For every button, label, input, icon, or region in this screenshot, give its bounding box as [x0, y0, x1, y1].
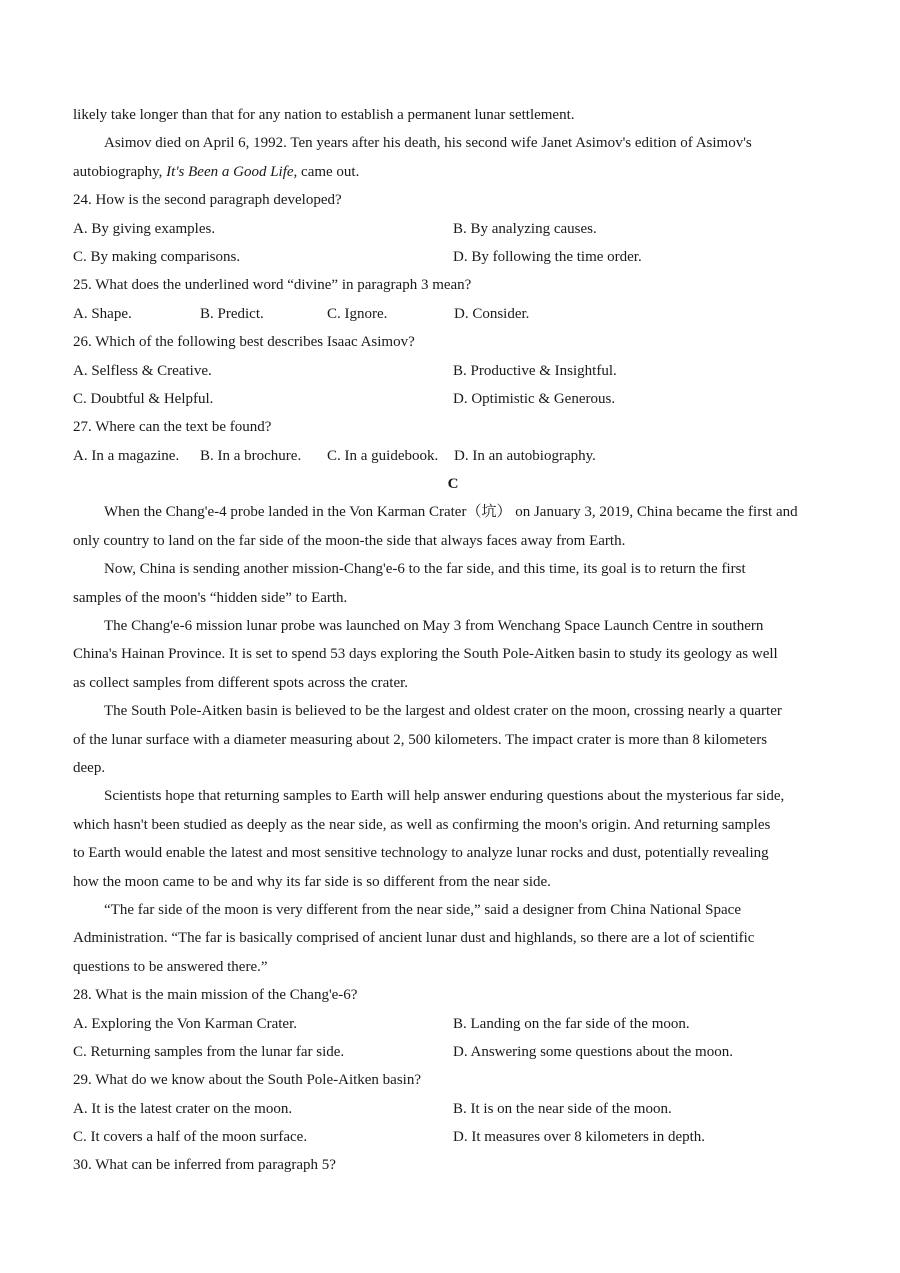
options-row — [73, 442, 833, 470]
exam-page — [73, 101, 833, 1180]
options-row — [73, 215, 833, 243]
passage-line: as collect samples from different spots across the crater. — [73, 674, 409, 691]
text-fragment: , came out. — [293, 163, 360, 180]
option: C. In a guidebook. — [327, 447, 439, 464]
option: B. Productive & Insightful. — [453, 362, 617, 379]
option: D. By following the time order. — [453, 248, 642, 265]
option: C. It covers a half of the moon surface. — [73, 1129, 308, 1146]
question-stem: 30. What can be inferred from paragraph 5? — [73, 1157, 336, 1174]
option: B. Predict. — [200, 305, 264, 322]
passage-line: Scientists hope that returning samples to Earth will help answer enduring questions about the mysterious far side, — [104, 788, 785, 805]
option: B. In a brochure. — [200, 447, 302, 464]
options-row — [73, 357, 833, 385]
book-title: It's Been a Good Life — [166, 163, 294, 180]
option: C. By making comparisons. — [73, 248, 241, 265]
passage-line: Administration. “The far is basically comprised of ancient lunar dust and highlands, so there are a lot of scientific — [73, 930, 755, 947]
option: A. Exploring the Von Karman Crater. — [73, 1015, 297, 1032]
options-row — [73, 1010, 833, 1038]
passage-line: China's Hainan Province. It is set to spend 53 days exploring the South Pole-Aitken basin to study its geology as well — [73, 646, 778, 663]
question-stem: 26. Which of the following best describes Isaac Asimov? — [73, 334, 415, 351]
question-stem: 24. How is the second paragraph developed? — [73, 192, 342, 209]
passage-line: how the moon came to be and why its far side is so different from the near side. — [73, 873, 551, 890]
option: C. Ignore. — [327, 305, 388, 322]
option: A. Shape. — [73, 305, 132, 322]
passage-line: of the lunar surface with a diameter measuring about 2, 500 kilometers. The impact crater is more than 8 kilometers — [73, 731, 768, 748]
passage-line — [73, 158, 833, 186]
question-stem: 27. Where can the text be found? — [73, 419, 272, 436]
option: A. By giving examples. — [73, 220, 216, 237]
options-row — [73, 385, 833, 413]
option: D. In an autobiography. — [454, 447, 596, 464]
options-row — [73, 1123, 833, 1151]
passage-line: likely take longer than that for any nation to establish a permanent lunar settlement. — [73, 107, 575, 123]
section-c-passage — [73, 498, 833, 981]
passage-line: “The far side of the moon is very different from the near side,” said a designer from China National Space — [104, 901, 742, 918]
passage-line: When the Chang'e-4 probe landed in the Von Karman Crater（坑） on January 3, 2019, China became the first and — [104, 504, 798, 521]
question-stem: 25. What does the underlined word “divine” in paragraph 3 mean? — [73, 277, 472, 294]
passage-line: questions to be answered there.” — [73, 958, 268, 975]
option: C. Returning samples from the lunar far side. — [73, 1043, 345, 1060]
passage-line: samples of the moon's “hidden side” to Earth. — [73, 589, 348, 606]
passage-line: Now, China is sending another mission-Chang'e-6 to the far side, and this time, its goal is to return the first — [104, 561, 746, 578]
question-stem: 28. What is the main mission of the Chang'e-6? — [73, 987, 358, 1004]
text-fragment: autobiography, — [73, 163, 167, 180]
option: D. It measures over 8 kilometers in depth. — [453, 1129, 706, 1146]
section-heading: C — [447, 476, 459, 493]
option: A. In a magazine. — [73, 447, 180, 464]
option: A. It is the latest crater on the moon. — [73, 1100, 293, 1117]
passage-line: The South Pole-Aitken basin is believed to be the largest and oldest crater on the moon, crossing nearly a quarter — [104, 703, 782, 720]
options-row — [73, 1038, 833, 1066]
option: D. Answering some questions about the moon. — [453, 1043, 733, 1060]
option: C. Doubtful & Helpful. — [73, 390, 214, 407]
options-row — [73, 1095, 833, 1123]
option: A. Selfless & Creative. — [73, 362, 212, 379]
passage-line: Asimov died on April 6, 1992. Ten years after his death, his second wife Janet Asimov's edition of Asimov's — [104, 135, 752, 152]
option: D. Consider. — [454, 305, 530, 322]
passage-line: which hasn't been studied as deeply as the near side, as well as confirming the moon's origin. And returning samples — [73, 816, 771, 833]
question-stem: 29. What do we know about the South Pole-Aitken basin? — [73, 1072, 422, 1089]
passage-line: only country to land on the far side of the moon-the side that always faces away from Earth. — [73, 532, 626, 549]
option: D. Optimistic & Generous. — [453, 390, 616, 407]
passage-line: deep. — [73, 759, 106, 776]
options-row — [73, 243, 833, 271]
option: B. Landing on the far side of the moon. — [453, 1015, 690, 1032]
options-row — [73, 300, 833, 328]
passage-line: The Chang'e-6 mission lunar probe was launched on May 3 from Wenchang Space Launch Centre in southern — [104, 618, 764, 635]
passage-line: to Earth would enable the latest and most sensitive technology to analyze lunar rocks and dust, potentially revealing — [73, 845, 769, 862]
option: B. By analyzing causes. — [453, 220, 597, 237]
option: B. It is on the near side of the moon. — [453, 1100, 672, 1117]
